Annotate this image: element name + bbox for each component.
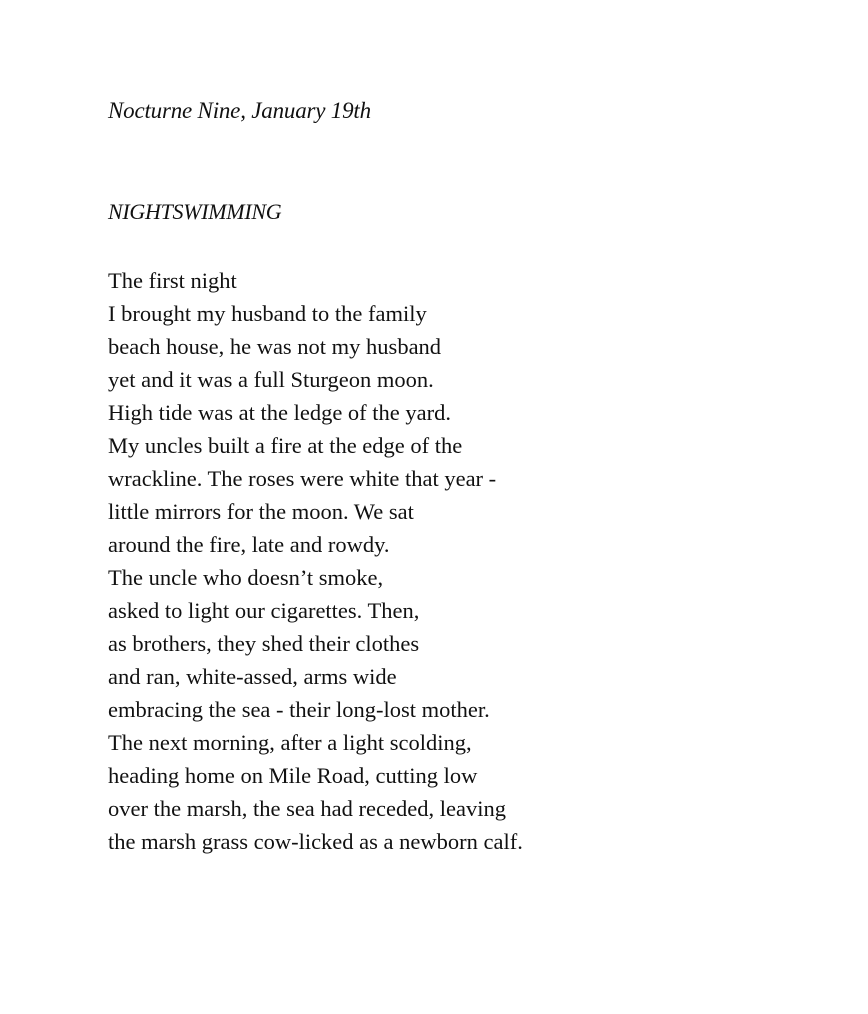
poem-line: yet and it was a full Sturgeon moon. bbox=[108, 367, 434, 392]
poem-line: The next morning, after a light scolding, bbox=[108, 730, 472, 755]
poem-line: The first night bbox=[108, 268, 237, 293]
poem-line: as brothers, they shed their clothes bbox=[108, 631, 420, 656]
poem-line: The uncle who doesn’t smoke, bbox=[108, 565, 384, 590]
nocturne-heading: Nocturne Nine, January 19th bbox=[108, 98, 371, 123]
poem-line: and ran, white-assed, arms wide bbox=[108, 664, 397, 689]
poem-line: around the fire, late and rowdy. bbox=[108, 532, 390, 557]
poem-title: NIGHTSWIMMING bbox=[108, 199, 282, 224]
poem-line: heading home on Mile Road, cutting low bbox=[108, 763, 478, 788]
poem-line: High tide was at the ledge of the yard. bbox=[108, 400, 452, 425]
poem-line: asked to light our cigarettes. Then, bbox=[108, 598, 420, 623]
poem-line: wrackline. The roses were white that year - bbox=[108, 466, 497, 491]
poem-body bbox=[108, 264, 523, 858]
poem-line: little mirrors for the moon. We sat bbox=[108, 499, 414, 524]
poem-line: the marsh grass cow-licked as a newborn calf. bbox=[108, 829, 523, 854]
poem-line: embracing the sea - their long-lost mother. bbox=[108, 697, 490, 722]
poem-line: beach house, he was not my husband bbox=[108, 334, 442, 359]
poem-line: I brought my husband to the family bbox=[108, 301, 427, 326]
poem-line: over the marsh, the sea had receded, leaving bbox=[108, 796, 506, 821]
poem-line: My uncles built a fire at the edge of the bbox=[108, 433, 463, 458]
